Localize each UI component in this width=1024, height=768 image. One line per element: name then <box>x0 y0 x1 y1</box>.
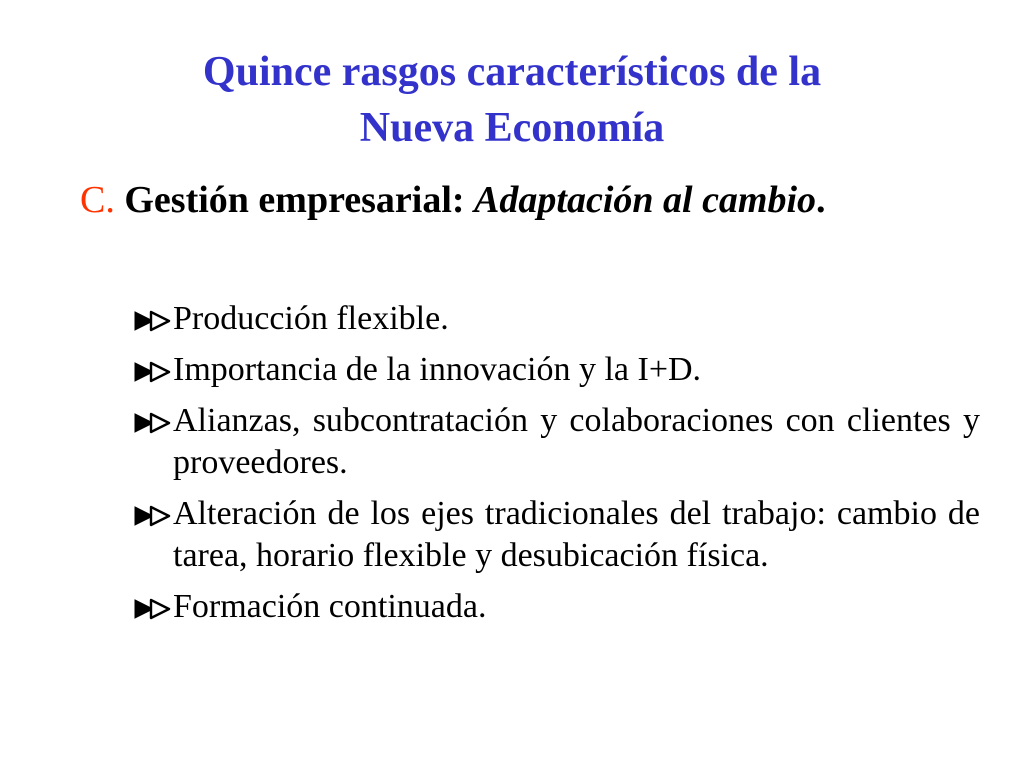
bullet-item <box>132 400 980 484</box>
arrowhead-bullet-icon <box>132 598 172 620</box>
section-letter: C. <box>80 179 115 221</box>
bullet-text: Alianzas, subcontratación y colaboraciones con clientes y proveedores. <box>173 402 980 481</box>
arrowhead-bullet-icon <box>132 505 172 527</box>
arrowhead-bullet-icon <box>132 310 172 332</box>
bullet-text: Alteración de los ejes tradicionales del trabajo: cambio de tarea, horario flexible y desubicación física. <box>173 495 980 574</box>
bullet-text: Formación continuada. <box>173 588 487 625</box>
arrowhead-bullet-icon <box>132 361 172 383</box>
slide-title-line-1: Quince rasgos característicos de la <box>202 49 822 96</box>
bullet-item <box>132 586 980 628</box>
section-label: Gestión empresarial: <box>124 179 465 221</box>
bullet-list <box>132 298 980 637</box>
section-subtitle: Adaptación al cambio <box>474 179 817 221</box>
bullet-item <box>132 493 980 577</box>
bullet-text: Producción flexible. <box>173 300 449 337</box>
section-heading <box>80 176 826 224</box>
slide-title <box>0 44 1024 156</box>
section-period: . <box>816 179 826 221</box>
slide-title-line-2: Nueva Economía <box>359 105 665 152</box>
bullet-item <box>132 298 980 340</box>
bullet-item <box>132 349 980 391</box>
bullet-text: Importancia de la innovación y la I+D. <box>173 351 702 388</box>
arrowhead-bullet-icon <box>132 412 172 434</box>
